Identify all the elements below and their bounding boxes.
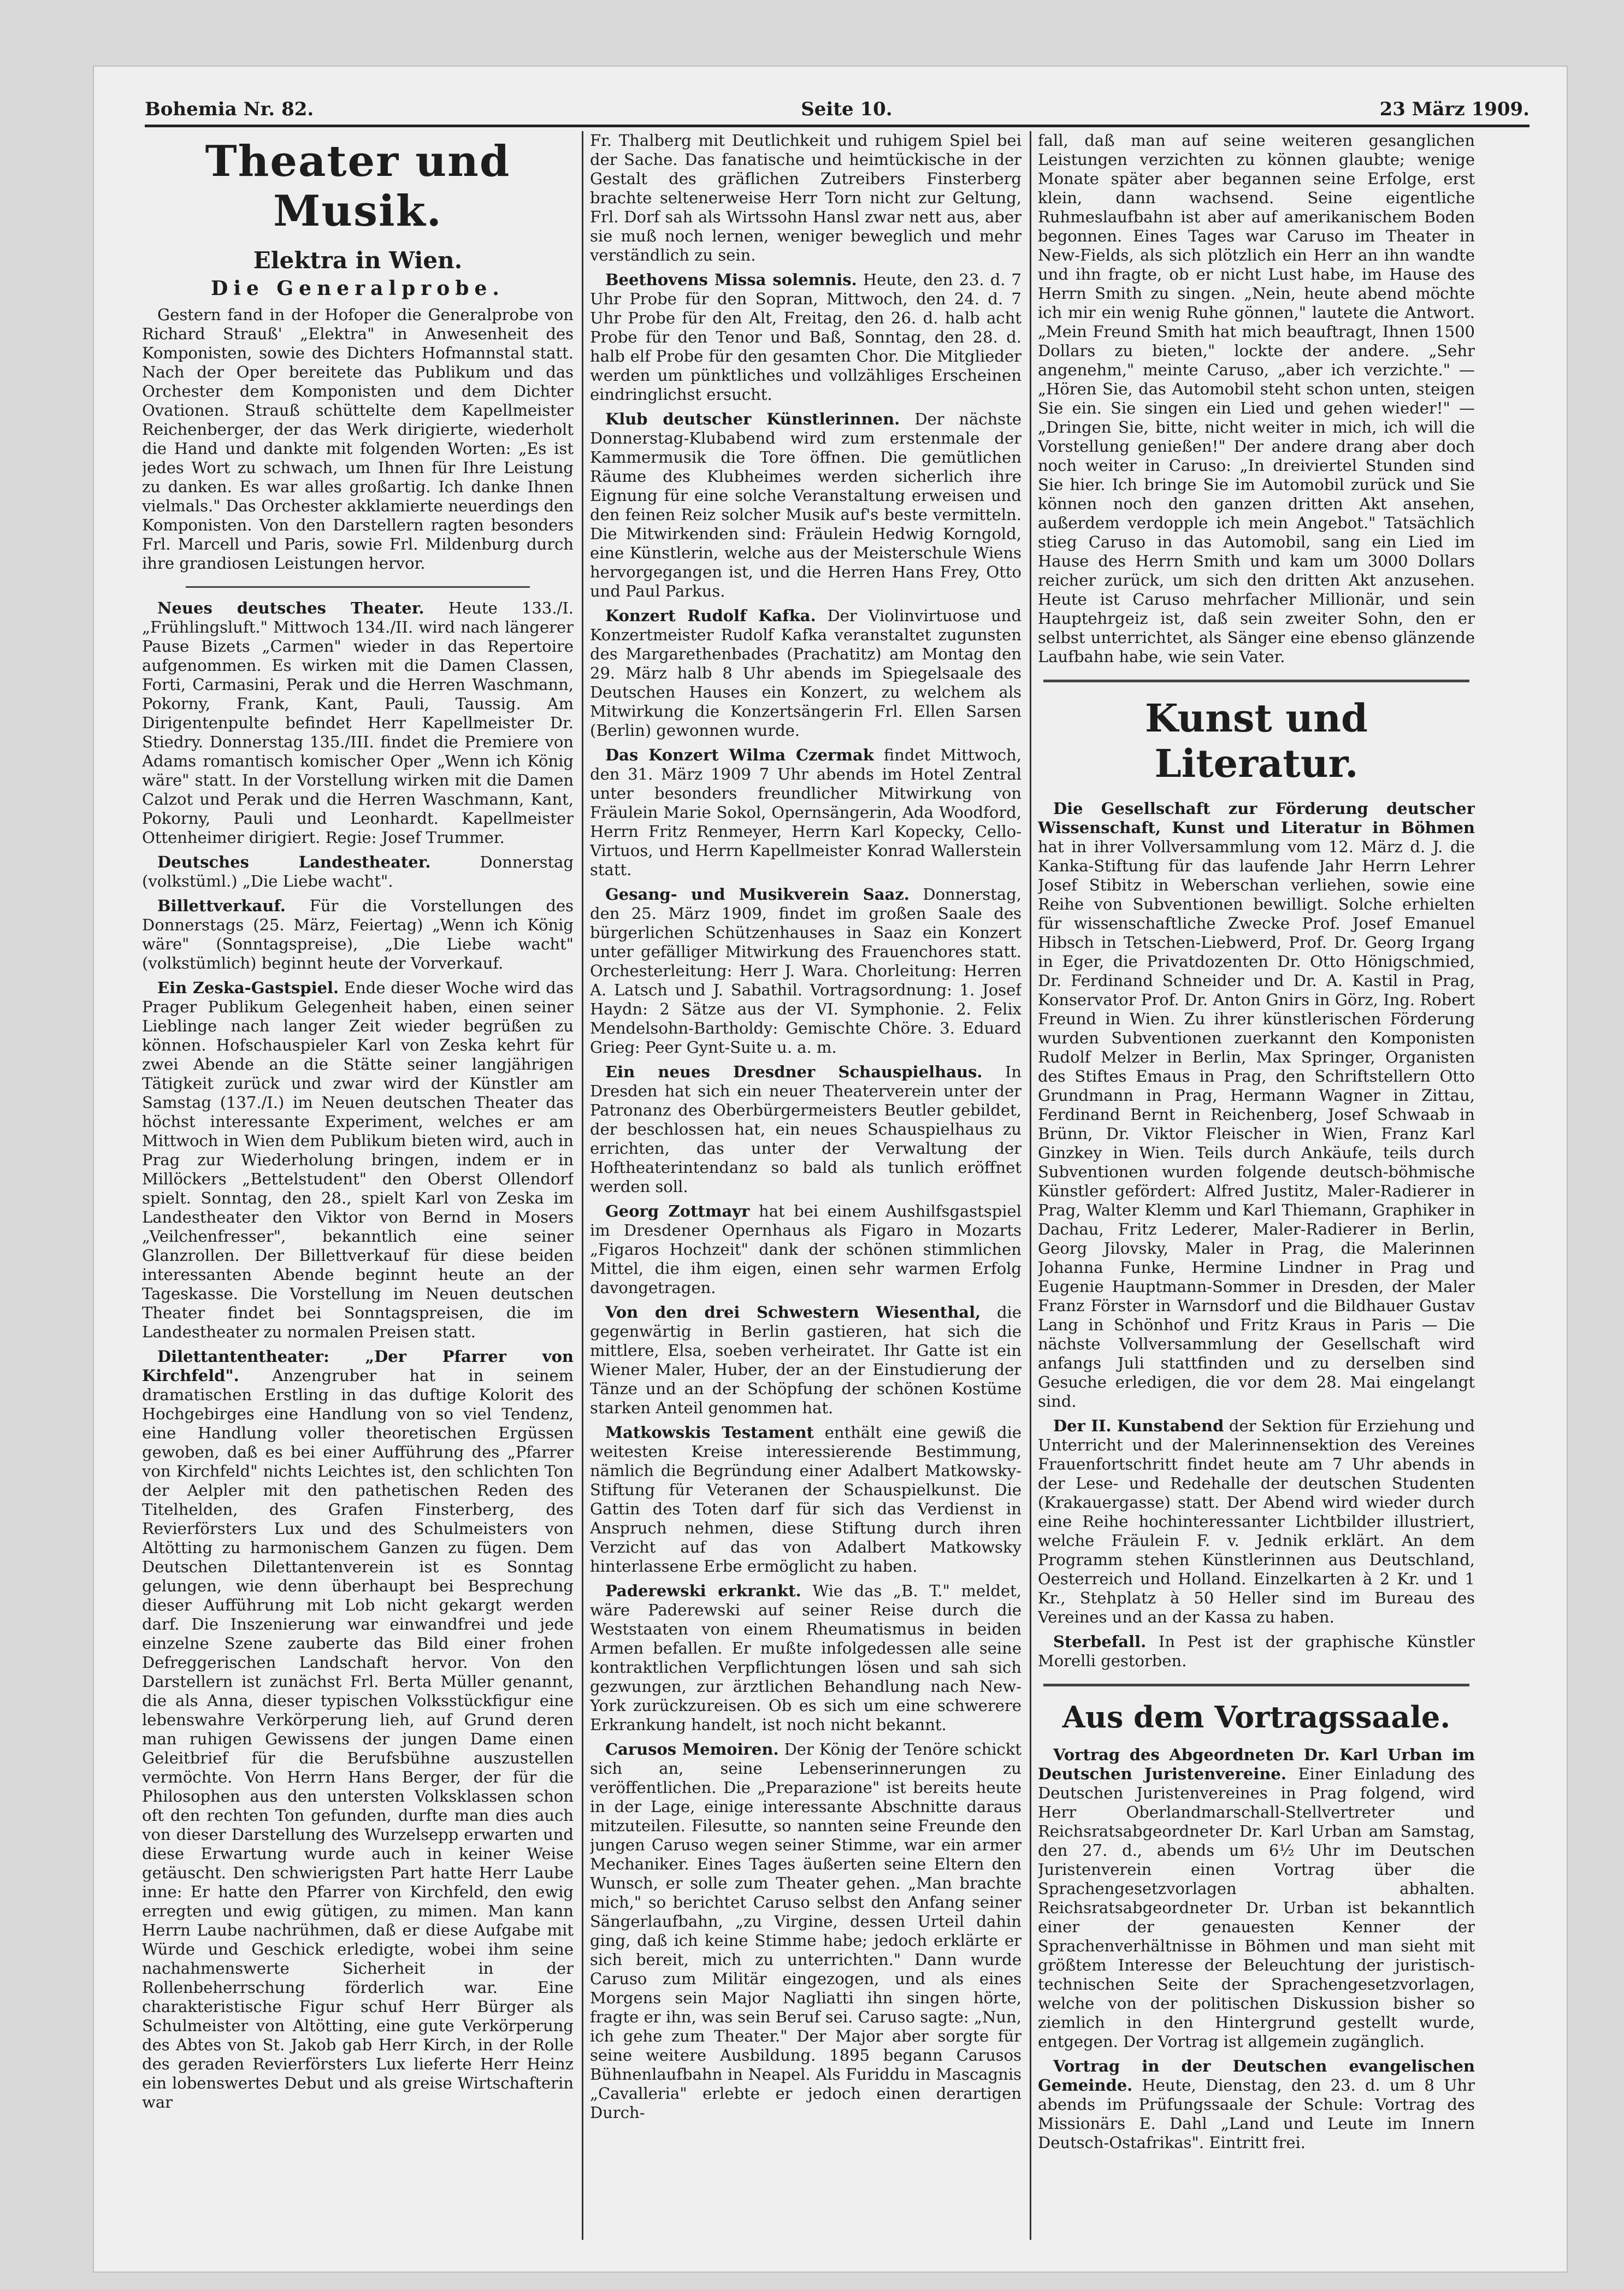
paragraph: Von den drei Schwestern Wiesenthal, die gegenwärtig in Berlin gastieren, hat sich die mittlere, Elsa, soeben verheiratet. Ihr Gatte ist ein Wiener Maler, Huber, der an der Einstudierung der Tänze und an der Schöpfung der schönen Kostüme starken Anteil genommen hat. — [590, 1303, 1021, 1417]
column-3 — [1038, 131, 1475, 2240]
paragraph: Fr. Thalberg mit Deutlichkeit und ruhigem Spiel bei der Sache. Das fanatische und heimtückische in der Gestalt des gräflichen Zutreibers Finsterberg brachte seltenerweise Herr Torn nicht zur Geltung, Frl. Dorf sah als Wirtssohn Hansl zwar nett aus, aber sie muß noch lernen, weniger beweglich und mehr verständlich zu sein. — [590, 131, 1021, 264]
header-left: Bohemia Nr. 82. — [145, 98, 314, 120]
header-center: Seite 10. — [801, 98, 893, 120]
paragraph: Beethovens Missa solemnis. Heute, den 23. d. 7 Uhr Probe für den Sopran, Mittwoch, den 24. d. 7 Uhr Probe für den Alt, Freitag, den 26. d. halb acht Probe für den Tenor und Baß, Sonntag, den 28. d. halb elf Probe für den gesamten Chor. Die Mitglieder werden um pünktliches und vollzähliges Erscheinen eindringlichst ersucht. — [590, 270, 1021, 404]
paragraph: Matkowskis Testament enthält eine gewiß die weitesten Kreise interessierende Bestimmung, nämlich die Begründung einer Adalbert Matkowsky-Stiftung für Veteranen der Schauspielkunst. Die Gattin des Toten darf für sich das Verdienst in Anspruch nehmen, diese Stiftung durch ihren Verzicht auf das von Adalbert Matkowsky hinterlassene Erbe ermöglicht zu haben. — [590, 1423, 1021, 1576]
newspaper-page — [93, 66, 1568, 2273]
paragraph: Vortrag des Abgeordneten Dr. Karl Urban im Deutschen Juristenvereine. Einer Einladung des Deutschen Juristenvereines in Prag folgend, wird Herr Oberlandmarschall-Stellvertreter und Reichsratsabgeordneter Dr. Karl Urban am Samstag, den 27. d., abends um 6½ Uhr im Deutschen Juristenverein einen Vortrag über die Sprachengesetzvorlagen abhalten. Reichsratsabgeordneter Dr. Urban ist bekanntlich einer der genauesten Kenner der Sprachenverhältnisse in Böhmen und man sieht mit größtem Interesse der Beleuchtung der juristisch-technischen Seite der Sprachengesetzvorlagen, welche von der politischen Diskussion bisher so ziemlich in den Hintergrund gestellt wurde, entgegen. Der Vortrag ist allgemein zugänglich. — [1038, 1745, 1475, 2051]
paragraph: Gesang- und Musikverein Saaz. Donnerstag, den 25. März 1909, findet im großen Saale des bürgerlichen Schützenhauses in Saaz ein Konzert unter gefälliger Mitwirkung des Frauenchores statt. Orchesterleitung: Herr J. Wara. Chorleitung: Herren A. Latsch und J. Sabathil. Vortragsordnung: 1. Josef Haydn: 2 Sätze aus der VI. Symphonie. 2. Felix Mendelsohn-Bartholdy: Gemischte Chöre. 3. Eduard Grieg: Peer Gynt-Suite u. a. m. — [590, 885, 1021, 1057]
separator — [1043, 680, 1469, 682]
paragraph: Sterbefall. In Pest ist der graphische Künstler Morelli gestorben. — [1038, 1632, 1475, 1670]
paragraph: Ein neues Dresdner Schauspielhaus. In Dresden hat sich ein neuer Theaterverein unter der Patronanz des Oberbürgermeisters Beutler gebildet, der beschlossen hat, ein neues Schauspielhaus zu errichten, das unter der Verwaltung der Hoftheaterintendanz so bald als tunlich eröffnet werden soll. — [590, 1063, 1021, 1196]
paragraph: Ein Zeska-Gastspiel. Ende dieser Woche wird das Prager Publikum Gelegenheit haben, einen seiner Lieblinge nach langer Zeit wieder begrüßen zu können. Hofschauspieler Karl von Zeska kehrt für zwei Abende an die Stätte seiner langjährigen Tätigkeit zurück und zwar wird der Künstler am Samstag (137./I.) im Neuen deutschen Theater das höchst interessante Experiment, welches er am Mittwoch in Wien dem Publikum bieten wird, auch in Prag zur Wiederholung bringen, indem er in Millöckers „Bettelstudent" den Oberst Ollendorf spielt. Sonntag, den 28., spielt Karl von Zeska im Landestheater den Viktor von Bernd in Mosers „Veilchenfresser", bekanntlich eine seiner Glanzrollen. Der Billettverkauf für diese beiden interessanten Abende beginnt heute an der Tageskasse. Die Vorstellung im Neuen deutschen Theater findet bei Sonntagspreisen, die im Landestheater zu normalen Preisen statt. — [142, 978, 574, 1341]
paragraph: Georg Zottmayr hat bei einem Aushilfsgastspiel im Dresdener Opernhaus als Figaro in Mozarts „Figaros Hochzeit" dank der schönen stimmlichen Mittel, die ihm eigen, einen sehr warmen Erfolg davongetragen. — [590, 1202, 1021, 1297]
paragraph: Billettverkauf. Für die Vorstellungen des Donnerstags (25. März, Feiertag) „Wenn ich König wäre" (Sonntagspreise), „Die Liebe wacht" (volkstümlich) beginnt heute der Vorverkauf. — [142, 896, 574, 972]
paragraph: Klub deutscher Künstlerinnen. Der nächste Donnerstag-Klubabend wird zum erstenmale der Kammermusik die Tore öffnen. Die gemütlichen Räume des Klubheimes werden sicherlich ihre Eignung für eine solche Veranstaltung erweisen und den feinen Reiz solcher Musik auf's beste vermitteln. Die Mitwirkenden sind: Fräulein Hedwig Korngold, eine Künstlerin, welche aus der Meisterschule Wiens hervorgegangen ist, und die Herren Hans Frey, Otto und Paul Parkus. — [590, 410, 1021, 600]
column-rule-1 — [582, 131, 583, 2240]
paragraph: Neues deutsches Theater. Heute 133./I. „Frühlingsluft." Mittwoch 134./II. wird nach längerer Pause Bizets „Carmen" wieder in das Repertoire aufgenommen. Es wirken mit die Damen Classen, Forti, Carmasini, Perak und die Herren Waschmann, Pokorny, Frank, Kant, Pauli, Taussig. Am Dirigentenpulte befindet Herr Kapellmeister Dr. Stiedry. Donnerstag 135./III. findet die Premiere von Adams romantisch komischer Oper „Wenn ich König wäre" statt. In der Vorstellung wirken mit die Damen Calzot und Perak und die Herren Waschmann, Kant, Pokorny, Pauli und Leonhardt. Kapellmeister Ottenheimer dirigiert. Regie: Josef Trummer. — [142, 599, 574, 847]
paragraph: fall, daß man auf seine weiteren gesanglichen Leistungen verzichten zu können glaubte; wenige Monate später aber begannen seine Erfolge, erst klein, dann wachsend. Seine eigentliche Ruhmeslaufbahn ist aber auf amerikanischem Boden begonnen. Eines Tages war Caruso im Theater in New-Fields, als sich plötzlich ein Herr an ihn wandte und ihn fragte, ob er nicht Lust habe, im Hause des Herrn Smith zu singen. „Nein, heute abend möchte ich mir ein wenig Ruhe gönnen," lautete die Antwort. „Mein Freund Smith hat mich beauftragt, Ihnen 1500 Dollars zu bieten," lockte der andere. „Sehr angenehm," meinte Caruso, „aber ich verzichte." — „Hören Sie, das Automobil steht schon unten, steigen Sie ein. Sie singen ein Lied und gehen wieder!" — „Dringen Sie, bitte, nicht weiter in mich, ich will die Vorstellung genießen!" Der andere drang aber doch noch weiter in Caruso: „In dreiviertel Stunden sind Sie hier. Ich bringe Sie im Automobil zurück und Sie können noch den ganzen dritten Akt ansehen, außerdem verdopple ich mein Angebot." Tatsächlich stieg Caruso in das Automobil, sang ein Lied im Hause des Herrn Smith und kam um 3000 Dollars reicher zurück, um sich den dritten Akt anzusehen. Heute ist Caruso mehrfacher Millionär, und sein Hauptehrgeiz ist, daß sein zweiter Sohn, den er selbst unterrichtet, als Sänger eine ebenso glänzende Laufbahn habe, wie sein Vater. — [1038, 131, 1475, 666]
paragraph: Dilettantentheater: „Der Pfarrer von Kirchfeld". Anzengruber hat in seinem dramatischen Erstling in das duftige Kolorit des Hochgebirges eine Handlung von so viel Tendenz, eine Handlung voller theoretischen Ergüssen gewoben, daß es bei einer Aufführung des „Pfarrer von Kirchfeld" nichts Leichtes ist, den schlichten Ton der Aelpler mit den pathetischen Reden des Titelhelden, des Grafen Finsterberg, des Revierförsters Lux und des Schulmeisters von Altötting zu harmonischem Ganzen zu fügen. Dem Deutschen Dilettantenverein ist es Sonntag gelungen, wie denn überhaupt bei Besprechung dieser Aufführung mit Lob nicht gekargt werden darf. Die Inszenierung war einwandfrei und jede einzelne Szene zauberte das Bild einer frohen Defreggerischen Landschaft hervor. Von den Darstellern ist zunächst Frl. Berta Müller genannt, die als Anna, dieser typischen Volksstückfigur eine lebenswahre Verkörperung lieh, auf Grund deren man ruhigen Gewissens der jungen Dame einen Geleitbrief für die Berufsbühne auszustellen vermöchte. Von Herrn Hans Berger, der für die Philosophen aus den untersten Volksklassen schon oft den rechten Ton gefunden, durfte man dies auch von dieser Darstellung des Wurzelsepp erwarten und diese Erwartung wurde auch in keiner Weise getäuscht. Den schwierigsten Part hatte Herr Laube inne: Er hatte den Pfarrer von Kirchfeld, den ewig erregten und ewig gütigen, zu mimen. Man kann Herrn Laube nachrühmen, daß er diese Aufgabe mit Würde und Geschick erledigte, wobei ihm seine nachahmenswerte Sicherheit in der Rollenbeherrschung förderlich war. Eine charakteristische Figur schuf Herr Bürger als Schulmeister von Altötting, eine gute Verkörperung des Abtes von St. Jakob gab Herr Kirch, in der Rolle des geraden Revierförsters Lux lieferte Herr Heinz ein lobenswertes Debut und als greise Wirtschafterin war — [142, 1347, 574, 2111]
paragraph: Paderewski erkrankt. Wie das „B. T." meldet, wäre Paderewski auf seiner Reise durch die Weststaaten von einem Rheumatismus in beiden Armen befallen. Er mußte infolgedessen alle seine kontraktlichen Verpflichtungen lösen und sah sich gezwungen, zur ärztlichen Behandlung nach New-York zurückzureisen. Ob es sich um eine schwerere Erkrankung handelt, ist noch nicht bekannt. — [590, 1582, 1021, 1734]
column-1 — [142, 131, 574, 2240]
separator — [1043, 1684, 1469, 1686]
article-title-elektra: Elektra in Wien. — [253, 247, 463, 274]
paragraph: Vortrag in der Deutschen evangelischen Gemeinde. Heute, Dienstag, den 23. d. um 8 Uhr abends im Prüfungssaale der Schule: Vortrag des Missionärs E. Dahl „Land und Leute im Innern Deutsch-Ostafrikas". Eintritt frei. — [1038, 2057, 1475, 2152]
separator — [186, 586, 530, 588]
paragraph: Der II. Kunstabend der Sektion für Erziehung und Unterricht und der Malerinnensektion des Vereines Frauenfortschritt findet heute am 7 Uhr abends in der Lese- und Redehalle der deutschen Studenten (Krakauergasse) statt. Der Abend wird wieder durch eine Reihe hochinteressanter Lichtbilder illustriert, welche Fräulein F. v. Jednik erklärt. An dem Programm stehen Künstlerinnen aus Deutschland, Oesterreich und Holland. Einzelkarten à 2 Kr. und 1 Kr., Stehplatz à 50 Heller sind im Bureau des Vereines und an der Kassa zu haben. — [1038, 1417, 1475, 1626]
paragraph: Deutsches Landestheater. Donnerstag (volkstüml.) „Die Liebe wacht". — [142, 853, 574, 890]
paragraph: Das Konzert Wilma Czermak findet Mittwoch, den 31. März 1909 7 Uhr abends im Hotel Zentral unter besonders freundlicher Mitwirkung von Fräulein Marie Sokol, Opernsängerin, Ada Woodford, Herrn Fritz Renmeyer, Herrn Karl Kopecky, Cello-Virtuos, und Herrn Kapellmeister Konrad Wallerstein statt. — [590, 746, 1021, 879]
article-subtitle-generalprobe: Die Generalprobe. — [211, 277, 505, 300]
column-rule-2 — [1030, 131, 1031, 2240]
paragraph: Konzert Rudolf Kafka. Der Violinvirtuose und Konzertmeister Rudolf Kafka veranstaltet zugunsten des Margarethenbades (Prachatitz) am Montag den 29. März halb 8 Uhr abends im Spiegelsaale des Deutschen Hauses ein Konzert, zu welchem als Mitwirkung die Konzertsängerin Frl. Ellen Sarsen (Berlin) gewonnen wurde. — [590, 606, 1021, 740]
header-right: 23 März 1909. — [1379, 98, 1529, 120]
section-title-theater: Theater und Musik. — [205, 137, 511, 236]
page-header — [145, 82, 1529, 127]
paragraph: Carusos Memoiren. Der König der Tenöre schickt sich an, seine Lebenserinnerungen zu veröffentlichen. Die „Preparazione" ist bereits heute in der Lage, einige interessante Abschnitte daraus mitzuteilen. Filesutte, so nannten seine Freunde den jungen Caruso wegen seiner Stimme, war ein armer Mechaniker. Eines Tages äußerten seine Eltern den Wunsch, er solle zum Theater gehen. „Man brachte mich," so berichtet Caruso selbst den Anfang seiner Sängerlaufbahn, „zu Virgine, dessen Urteil dahin ging, daß ich keine Stimme habe; jedoch erklärte er sich bereit, mich zu unterrichten." Dann wurde Caruso zum Militär eingezogen, und als eines Morgens sein Major Nagliatti ihn singen hörte, fragte er ihn, was sein Beruf sei. Caruso sagte: „Nun, ich gehe zum Theater." Der Major aber sorgte für seine weitere Ausbildung. 1895 begann Carusos Bühnenlaufbahn in Neapel. Als Furiddu in Mascagnis „Cavalleria" erlebte er jedoch einen derartigen Durch- — [590, 1740, 1021, 2122]
section-title-vortrag: Aus dem Vortragssaale. — [1062, 1700, 1451, 1735]
section-title-kunst: Kunst und Literatur. — [1145, 695, 1368, 786]
paragraph: Die Gesellschaft zur Förderung deutscher Wissenschaft, Kunst und Literatur in Böhmen hat in ihrer Vollversammlung vom 12. März d. J. die Kanka-Stiftung für das laufende Jahr Herrn Lehrer Josef Stibitz in Weberschan verliehen, sowie eine Reihe von Subventionen bewilligt. Solche erhielten für wissenschaftliche Zwecke Prof. Josef Emanuel Hibsch in Tetschen-Liebwerd, Prof. Dr. Georg Irgang in Eger, die Privatdozenten Dr. Otto Hönigschmied, Dr. Ferdinand Schneider und Dr. A. Kastil in Prag, Konservator Prof. Dr. Anton Gnirs in Görz, Ing. Robert Freund in Wien. Zu ihrer künstlerischen Förderung wurden Subventionen zuerkannt den Komponisten Rudolf Melzer in Berlin, Max Springer, Organisten des Stiftes Emaus in Prag, den Schriftstellern Otto Grundmann in Prag, Hermann Wagner in Zittau, Ferdinand Bernt in Reichenberg, Josef Schwaab in Brünn, Dr. Viktor Fleischer in Wien, Franz Karl Ginzkey in Wien. Teils durch Ankäufe, teils durch Subventionen wurden folgende deutsch-böhmische Künstler gefördert: Alfred Justitz, Maler-Radierer in Prag, Walter Klemm und Karl Thiemann, Graphiker in Dachau, Fritz Lederer, Maler-Radierer in Berlin, Georg Jilovsky, Maler in Prag, die Malerinnen Johanna Funke, Hermine Lindner in Prag und Eugenie Hauptmann-Sommer in Dresden, der Maler Franz Förster in Warnsdorf und die Bildhauer Gustav Lang in Schönhof und Fritz Kraus in Paris — Die nächste Vollversammlung der Gesellschaft wird anfangs Juli stattfinden und zu derselben sind Gesuche erledigen, die vor dem 28. Mai eingelangt sind. — [1038, 799, 1475, 1411]
column-2 — [590, 131, 1021, 2240]
paragraph: Gestern fand in der Hofoper die Generalprobe von Richard Strauß' „Elektra" in Anwesenheit des Komponisten, sowie des Dichters Hofmannstal statt. Nach der Oper bereitete das Publikum und das Orchester dem Komponisten und dem Dichter Ovationen. Strauß schüttelte dem Kapellmeister Reichenberger, der das Werk dirigierte, wiederholt die Hand und dankte mit folgenden Worten: „Es ist jedes Wort zu schwach, um Ihnen für Ihre Leistung zu danken. Es war alles großartig. Ich danke Ihnen vielmals." Das Orchester akklamierte neuerdings den Komponisten. Von den Darstellern ragten besonders Frl. Marcell und Paris, sowie Frl. Mildenburg durch ihre grandiosen Leistungen hervor. — [142, 305, 574, 573]
